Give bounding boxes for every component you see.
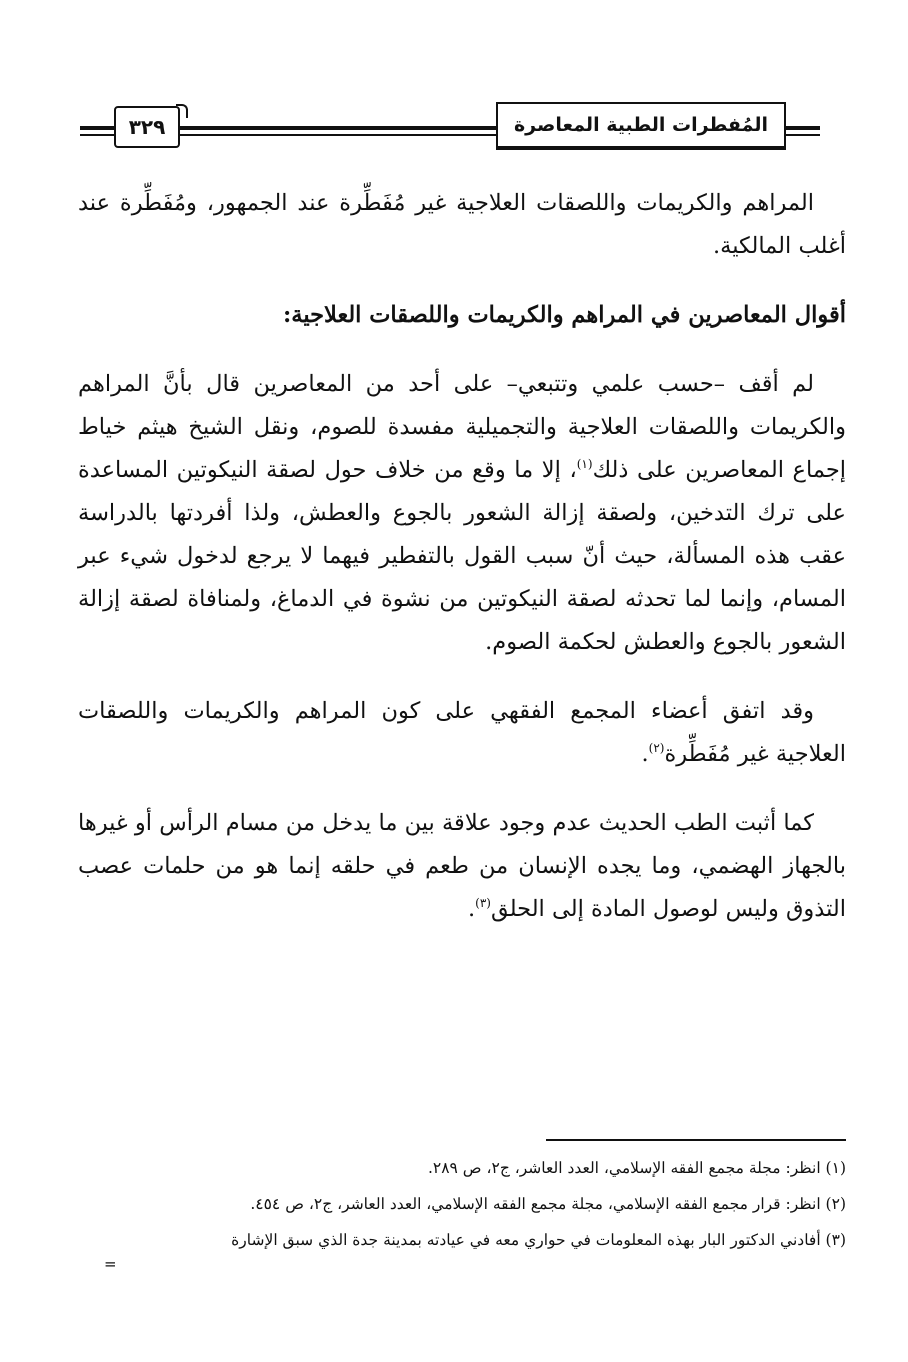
footnote-3: (٣) أفادني الدكتور البار بهذه المعلومات في حواري معه في عيادته بمدينة جدة الذي سبق الإشارة (231, 1231, 846, 1249)
page-header (80, 100, 820, 148)
paragraph-4-part-b: . (467, 896, 476, 922)
paragraph-4-part-a: كما أثبت الطب الحديث عدم وجود علاقة بين ما يدخل من مسام الرأس أو غيرها بالجهاز الهضمي، وما يجده الإنسان من طعم في حلقه إنما هو من حلمات عصب التذوق وليس لوصول المادة إلى الحلق (78, 810, 846, 922)
page-number: ٣٢٩ (114, 106, 180, 148)
running-title: المُفطرات الطبية المعاصرة (496, 102, 786, 150)
footnotes (78, 1150, 846, 1258)
body-text (78, 182, 846, 957)
paragraph-4 (78, 802, 846, 931)
paragraph-1: المراهم والكريمات واللصقات العلاجية غير مُفَطِّرة عند الجمهور، ومُفَطِّرة عند أغلب المالكية. (78, 190, 846, 259)
footnote-ref-3[interactable]: (٣) (475, 896, 491, 910)
footnote-separator (546, 1139, 846, 1141)
paragraph-2 (78, 363, 846, 664)
paragraph-3 (78, 690, 846, 776)
paragraph-3-part-a: وقد اتفق أعضاء المجمع الفقهي على كون المراهم والكريمات واللصقات العلاجية غير مُفَطِّرة (78, 698, 846, 767)
footnote-ref-1[interactable]: (١) (576, 457, 593, 471)
footnote-ref-2[interactable]: (٢) (648, 741, 665, 755)
footnote-1: (١) انظر: مجلة مجمع الفقه الإسلامي، العدد العاشر، ج٢، ص ٢٨٩. (427, 1159, 846, 1177)
paragraph-2-part-b: ، إلا ما وقع من خلاف حول لصقة النيكوتين المساعدة على ترك التدخين، ولصقة إزالة الشعور بالجوع والعطش، ولذا أفردتها بالدراسة عقب هذه المسألة، حيث أنّ سبب القول بالتفطير فيهما لا يرجع لدخول شيء عبر المسام، وإنما لما تحدثه لصقة النيكوتين من نشوة في الدماغ، ولمنافاة لصقة إزالة الشعور بالجوع والعطش لحكمة الصوم. (78, 457, 846, 655)
paragraph-2-part-a: لم أقف –حسب علمي وتتبعي– على أحد من المعاصرين قال بأنَّ المراهم والكريمات واللصقات العلاجية والتجميلية مفسدة للصوم، ونقل الشيخ هيثم خياط إجماع المعاصرين على ذلك (78, 371, 846, 483)
footnote-2: (٢) انظر: قرار مجمع الفقه الإسلامي، مجلة مجمع الفقه الإسلامي، العدد العاشر، ج٢، ص ٤٥٤. (250, 1195, 846, 1213)
paragraph-3-part-b: . (641, 741, 649, 767)
section-heading: أقوال المعاصرين في المراهم والكريمات واللصقات العلاجية: (282, 302, 846, 328)
footnote-continuation-mark: = (104, 1255, 117, 1273)
